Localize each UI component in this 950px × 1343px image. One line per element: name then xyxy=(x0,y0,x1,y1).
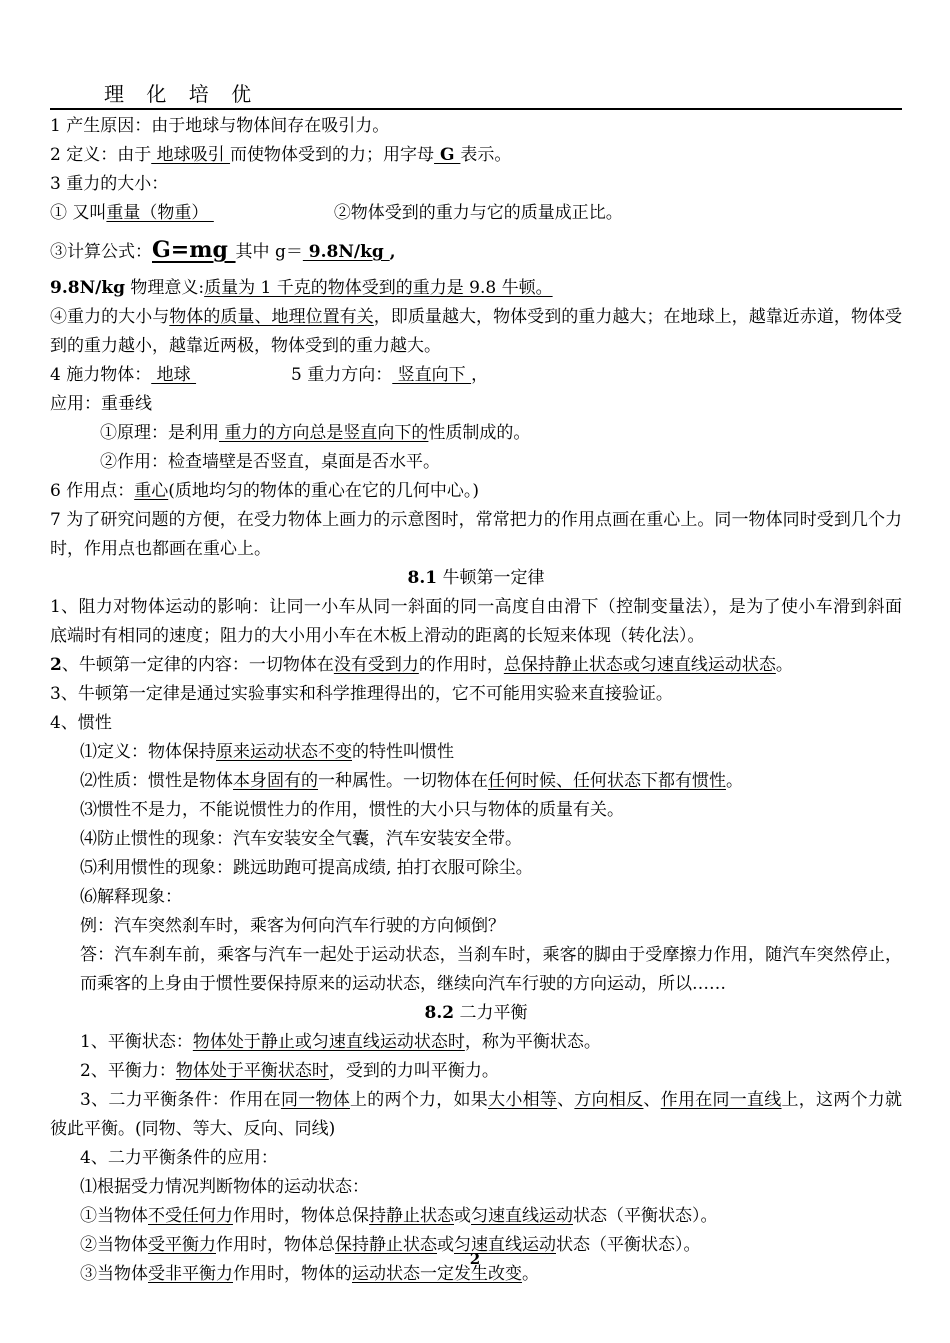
inertia-explain: ⑹解释现象： xyxy=(80,887,182,907)
gravity-source-direction: 4 施力物体： 地球 5 重力方向： 竖直向下 ， xyxy=(50,365,489,385)
judge-motion: ⑴根据受力情况判断物体的运动状态： xyxy=(80,1177,369,1197)
newton-first-law: 2、牛顿第一定律的内容：一切物体在没有受到力的作用时，总保持静止状态或匀速直线运动状态。 xyxy=(50,655,793,675)
gravity-weight: ① 又叫重量（物重） ②物体受到的重力与它的质量成正比。 xyxy=(50,203,623,223)
balance-application: 4、二力平衡条件的应用： xyxy=(80,1148,278,1168)
plumb-line: 应用：重垂线 xyxy=(50,394,152,414)
page-number: 2 xyxy=(469,1250,481,1268)
inertia-example: 例：汽车突然刹车时，乘客为何向汽车行驶的方向倾倒？ xyxy=(80,916,505,936)
inertia-not-force: ⑶惯性不是力，不能说惯性力的作用，惯性的大小只与物体的质量有关。 xyxy=(80,800,624,820)
gravity-factors: ④重力的大小与物体的质量、地理位置有关，即质量越大，物体受到的重力越大；在地球上，越靠近赤道，物体受到的重力越小，越靠近两极，物体受到的重力越大。 xyxy=(50,307,903,356)
balance-conditions: 3、二力平衡条件：作用在同一物体上的两个力，如果大小相等、方向相反、作用在同一直线上，这两个力就彼此平衡。(同物、等大、反向、同线) xyxy=(50,1090,903,1139)
force-diagram-note: 7 为了研究问题的方便，在受力物体上画力的示意图时，常常把力的作用点画在重心上。同一物体同时受到几个力时，作用点也都画在重心上。 xyxy=(50,510,902,559)
inertia-property: ⑵性质：惯性是物体本身固有的一种属性。一切物体在任何时候、任何状态下都有惯性。 xyxy=(80,771,743,791)
section-title-8-1: 8.1 牛顿第一定律 xyxy=(407,568,545,588)
gravity-definition: 2 定义：由于 地球吸引 而使物体受到的力；用字母 G 表示。 xyxy=(50,145,512,165)
balanced-force-case: ②当物体受平衡力作用时，物体总保持静止状态或匀速直线运动状态（平衡状态）。 xyxy=(80,1235,701,1255)
equilibrium-state: 1、平衡状态：物体处于静止或匀速直线运动状态时，称为平衡状态。 xyxy=(80,1032,601,1052)
page-header: 理 化 培 优 xyxy=(104,82,260,106)
newton-derivation: 3、牛顿第一定律是通过实验事实和科学推理得出的，它不可能用实验来直接验证。 xyxy=(50,684,673,704)
unbalanced-force-case: ③当物体受非平衡力作用时，物体的运动状态一定发生改变。 xyxy=(80,1264,539,1284)
gravity-formula: ③计算公式：G=mg 其中 g＝ 9.8N/kg , xyxy=(50,237,396,263)
header-rule xyxy=(50,108,902,110)
inertia-definition: ⑴定义：物体保持原来运动状态不变的特性叫惯性 xyxy=(80,742,454,762)
balanced-forces: 2、平衡力：物体处于平衡状态时，受到的力叫平衡力。 xyxy=(80,1061,499,1081)
inertia-use: ⑸利用惯性的现象：跳远助跑可提高成绩, 拍打衣服可除尘。 xyxy=(80,858,533,878)
plumb-principle: ①原理：是利用 重力的方向总是竖直向下的性质制成的。 xyxy=(100,423,531,443)
inertia-heading: 4、惯性 xyxy=(50,713,112,733)
gravity-magnitude: 3 重力的大小： xyxy=(50,174,169,194)
gravity-cause: 1 产生原因：由于地球与物体间存在吸引力。 xyxy=(50,116,390,136)
inertia-prevent: ⑷防止惯性的现象：汽车安装安全气囊，汽车安装安全带。 xyxy=(80,829,522,849)
plumb-use: ②作用：检查墙壁是否竖直，桌面是否水平。 xyxy=(100,452,440,472)
center-of-gravity: 6 作用点：重心(质地均匀的物体的重心在它的几何中心。) xyxy=(50,481,479,501)
section-title-8-2: 8.2 二力平衡 xyxy=(424,1003,528,1023)
inertia-answer: 答：汽车刹车前，乘客与汽车一起处于运动状态，当刹车时，乘客的脚由于受摩擦力作用，随汽车突然停止，而乘客的上身由于惯性要保持原来的运动状态，继续向汽车行驶的方向运动，所以…… xyxy=(80,945,902,994)
friction-effect: 1、阻力对物体运动的影响：让同一小车从同一斜面的同一高度自由滑下（控制变量法），是为了使小车滑到斜面底端时有相同的速度；阻力的大小用小车在木板上滑动的距离的长短来体现（转化法）。 xyxy=(50,597,902,646)
g-meaning: 9.8N/kg 物理意义:质量为 1 千克的物体受到的重力是 9.8 牛顿。 xyxy=(50,278,553,298)
page-content xyxy=(50,112,902,1289)
no-force-case: ①当物体不受任何力作用时，物体总保持静止状态或匀速直线运动状态（平衡状态）。 xyxy=(80,1206,718,1226)
